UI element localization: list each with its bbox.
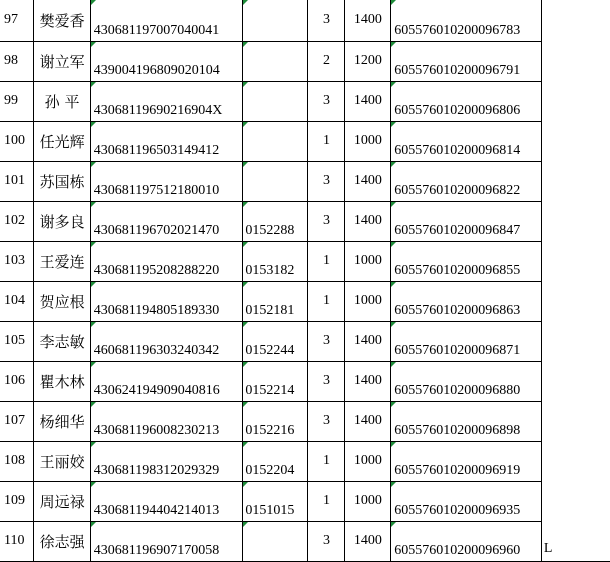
name-cell[interactable]: 谢立军 — [34, 41, 90, 81]
bank-account-cell[interactable]: 605576010200096960 — [391, 521, 542, 561]
table-row — [0, 121, 610, 161]
account-code-cell[interactable] — [243, 121, 308, 161]
id-number-cell[interactable]: 430681197512180010 — [90, 161, 243, 201]
name-cell[interactable]: 孙 平 — [34, 81, 90, 121]
amount-cell[interactable]: 1400 — [345, 361, 391, 401]
extra-cell[interactable] — [541, 401, 610, 441]
bank-account-cell[interactable]: 605576010200096814 — [391, 121, 542, 161]
name-cell[interactable]: 徐志强 — [34, 521, 90, 561]
account-code-cell[interactable]: 0152181 — [243, 281, 308, 321]
account-code-cell[interactable] — [243, 81, 308, 121]
account-code-cell[interactable]: 0153182 — [243, 241, 308, 281]
bank-account-cell[interactable]: 605576010200096806 — [391, 81, 542, 121]
account-code-cell[interactable]: 0152288 — [243, 201, 308, 241]
amount-cell[interactable]: 1400 — [345, 521, 391, 561]
bank-account-cell[interactable]: 605576010200096822 — [391, 161, 542, 201]
table-row — [0, 0, 610, 41]
count-cell[interactable]: 1 — [308, 281, 345, 321]
amount-cell[interactable]: 1000 — [345, 441, 391, 481]
id-number-cell[interactable]: 430681197007040041 — [90, 0, 243, 41]
bank-account-cell[interactable]: 605576010200096898 — [391, 401, 542, 441]
amount-cell[interactable]: 1000 — [345, 121, 391, 161]
extra-cell[interactable] — [541, 0, 610, 41]
name-cell[interactable]: 杨细华 — [34, 401, 90, 441]
count-cell[interactable]: 3 — [308, 401, 345, 441]
name-cell[interactable]: 瞿木林 — [34, 361, 90, 401]
count-cell[interactable]: 1 — [308, 441, 345, 481]
count-cell[interactable]: 3 — [308, 521, 345, 561]
name-cell[interactable]: 周远禄 — [34, 481, 90, 521]
amount-cell[interactable]: 1400 — [345, 0, 391, 41]
count-cell[interactable]: 3 — [308, 361, 345, 401]
bank-account-cell[interactable]: 605576010200096847 — [391, 201, 542, 241]
extra-cell[interactable] — [541, 281, 610, 321]
row-number-cell[interactable]: 98 — [0, 41, 34, 81]
amount-cell[interactable]: 1400 — [345, 321, 391, 361]
extra-cell[interactable] — [541, 441, 610, 481]
id-number-cell[interactable]: 430681196008230213 — [90, 401, 243, 441]
name-cell[interactable]: 樊爱香 — [34, 0, 90, 41]
row-number-cell[interactable]: 103 — [0, 241, 34, 281]
table-row — [0, 321, 610, 361]
amount-cell[interactable]: 1400 — [345, 401, 391, 441]
account-code-cell[interactable]: 0152214 — [243, 361, 308, 401]
id-number-cell[interactable]: 430681196907170058 — [90, 521, 243, 561]
amount-cell[interactable]: 1400 — [345, 161, 391, 201]
table-row — [0, 41, 610, 81]
bank-account-cell[interactable]: 605576010200096919 — [391, 441, 542, 481]
id-number-cell[interactable]: 430681196702021470 — [90, 201, 243, 241]
id-number-cell[interactable]: 430681195208288220 — [90, 241, 243, 281]
extra-cell[interactable] — [541, 481, 610, 521]
table-row — [0, 281, 610, 321]
name-cell[interactable]: 贺应根 — [34, 281, 90, 321]
extra-cell[interactable] — [541, 81, 610, 121]
extra-cell[interactable] — [541, 241, 610, 281]
table-row — [0, 161, 610, 201]
extra-cell[interactable] — [541, 161, 610, 201]
account-code-cell[interactable]: 0151015 — [243, 481, 308, 521]
bank-account-cell[interactable]: 605576010200096783 — [391, 0, 542, 41]
account-code-cell[interactable]: 0152244 — [243, 321, 308, 361]
account-code-cell[interactable]: 0152204 — [243, 441, 308, 481]
bank-account-cell[interactable]: 605576010200096880 — [391, 361, 542, 401]
account-code-cell[interactable] — [243, 41, 308, 81]
id-number-cell[interactable]: 430681196503149412 — [90, 121, 243, 161]
amount-cell[interactable]: 1000 — [345, 481, 391, 521]
row-number-cell[interactable]: 110 — [0, 521, 34, 561]
table-row — [0, 441, 610, 481]
table-row — [0, 401, 610, 441]
bank-account-cell[interactable]: 605576010200096863 — [391, 281, 542, 321]
amount-cell[interactable]: 1000 — [345, 241, 391, 281]
amount-cell[interactable]: 1200 — [345, 41, 391, 81]
amount-cell[interactable]: 1000 — [345, 281, 391, 321]
extra-cell[interactable] — [541, 361, 610, 401]
row-number-cell[interactable]: 107 — [0, 401, 34, 441]
bank-account-cell[interactable]: 605576010200096791 — [391, 41, 542, 81]
count-cell[interactable]: 1 — [308, 481, 345, 521]
amount-cell[interactable]: 1400 — [345, 201, 391, 241]
account-code-cell[interactable] — [243, 0, 308, 41]
row-number-cell[interactable]: 100 — [0, 121, 34, 161]
extra-cell[interactable] — [541, 41, 610, 81]
count-cell[interactable]: 2 — [308, 41, 345, 81]
name-cell[interactable]: 李志敏 — [34, 321, 90, 361]
row-number-cell[interactable]: 99 — [0, 81, 34, 121]
row-number-cell[interactable]: 102 — [0, 201, 34, 241]
extra-cell[interactable] — [541, 321, 610, 361]
bank-account-cell[interactable]: 605576010200096855 — [391, 241, 542, 281]
bank-account-cell[interactable]: 605576010200096935 — [391, 481, 542, 521]
bank-account-cell[interactable]: 605576010200096871 — [391, 321, 542, 361]
row-number-cell[interactable]: 101 — [0, 161, 34, 201]
name-cell[interactable]: 王爱连 — [34, 241, 90, 281]
account-code-cell[interactable] — [243, 521, 308, 561]
name-cell[interactable]: 苏国栋 — [34, 161, 90, 201]
id-number-cell[interactable]: 430624194909040816 — [90, 361, 243, 401]
amount-cell[interactable]: 1400 — [345, 81, 391, 121]
row-number-cell[interactable]: 106 — [0, 361, 34, 401]
table-row — [0, 481, 610, 521]
id-number-cell[interactable]: 439004196809020104 — [90, 41, 243, 81]
account-code-cell[interactable] — [243, 161, 308, 201]
row-number-cell[interactable]: 97 — [0, 0, 34, 41]
count-cell[interactable]: 1 — [308, 241, 345, 281]
count-cell[interactable]: 1 — [308, 121, 345, 161]
extra-cell[interactable]: L — [541, 521, 610, 561]
account-code-cell[interactable]: 0152216 — [243, 401, 308, 441]
table-row — [0, 521, 610, 561]
extra-cell[interactable] — [541, 121, 610, 161]
name-cell[interactable]: 王丽姣 — [34, 441, 90, 481]
id-number-cell[interactable]: 430681194805189330 — [90, 281, 243, 321]
count-cell[interactable]: 3 — [308, 81, 345, 121]
count-cell[interactable]: 3 — [308, 161, 345, 201]
row-number-cell[interactable]: 108 — [0, 441, 34, 481]
count-cell[interactable]: 3 — [308, 321, 345, 361]
table-row — [0, 81, 610, 121]
id-number-cell[interactable]: 460681196303240342 — [90, 321, 243, 361]
row-number-cell[interactable]: 105 — [0, 321, 34, 361]
table-row — [0, 361, 610, 401]
id-number-cell[interactable]: 43068119690216904X — [90, 81, 243, 121]
name-cell[interactable]: 谢多良 — [34, 201, 90, 241]
count-cell[interactable]: 3 — [308, 0, 345, 41]
table-row — [0, 201, 610, 241]
count-cell[interactable]: 3 — [308, 201, 345, 241]
name-cell[interactable]: 任光辉 — [34, 121, 90, 161]
row-number-cell[interactable]: 109 — [0, 481, 34, 521]
id-number-cell[interactable]: 430681198312029329 — [90, 441, 243, 481]
extra-cell[interactable] — [541, 201, 610, 241]
id-number-cell[interactable]: 430681194404214013 — [90, 481, 243, 521]
row-number-cell[interactable]: 104 — [0, 281, 34, 321]
table-row — [0, 241, 610, 281]
